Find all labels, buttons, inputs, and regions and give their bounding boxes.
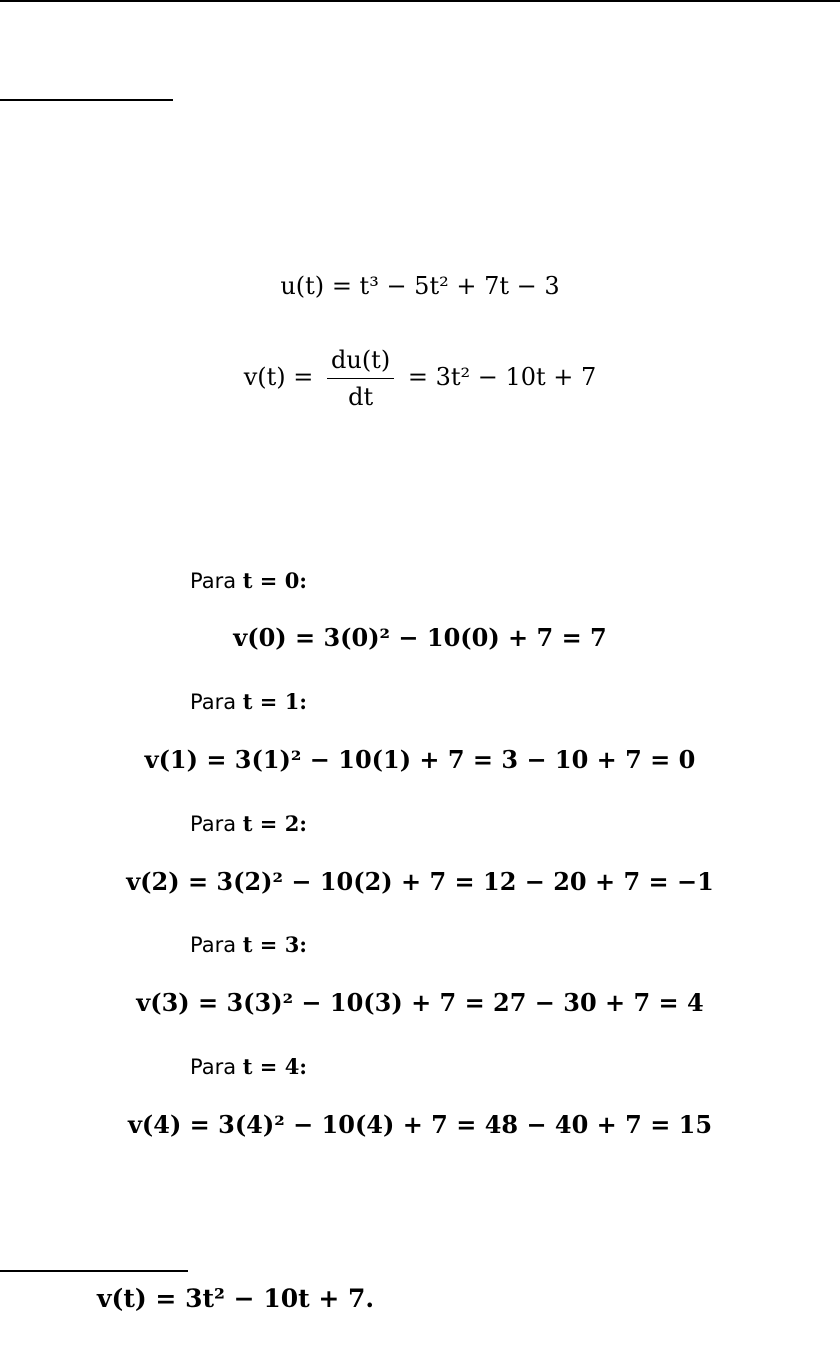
section-underline (0, 99, 173, 101)
case-label-4: Para t = 4: (190, 1054, 308, 1079)
final-result: v(t) = 3t² − 10t + 7. (97, 1284, 375, 1313)
top-rule (0, 0, 840, 2)
case-condition-4: t = 4: (242, 1054, 308, 1079)
v-equation-lhs: v(t) = (243, 363, 314, 391)
case-condition-1: t = 1: (242, 689, 308, 714)
case-equation-0: v(0) = 3(0)² − 10(0) + 7 = 7 (233, 623, 607, 652)
bottom-underline (0, 1270, 188, 1272)
case-label-3: Para t = 3: (190, 932, 308, 957)
fraction-numerator: du(t) (327, 346, 394, 379)
case-equation-1: v(1) = 3(1)² − 10(1) + 7 = 3 − 10 + 7 = 0 (144, 745, 696, 774)
case-equation-3: v(3) = 3(3)² − 10(3) + 7 = 27 − 30 + 7 = 4 (136, 988, 704, 1017)
v-derivative-equation (0, 346, 840, 411)
u-equation-rhs: = t³ − 5t² + 7t − 3 (331, 272, 560, 300)
case-label-1: Para t = 1: (190, 689, 308, 714)
case-condition-3: t = 3: (242, 932, 308, 957)
case-label-2: Para t = 2: (190, 811, 308, 836)
u-equation-lhs: u(t) (280, 272, 325, 300)
v-equation-rhs: = 3t² − 10t + 7 (407, 363, 597, 391)
derivative-fraction (327, 346, 394, 411)
case-condition-0: t = 0: (242, 568, 308, 593)
case-equation-2: v(2) = 3(2)² − 10(2) + 7 = 12 − 20 + 7 = −1 (126, 867, 714, 896)
fraction-denominator: dt (348, 383, 374, 411)
case-equation-4: v(4) = 3(4)² − 10(4) + 7 = 48 − 40 + 7 = 15 (127, 1110, 713, 1139)
u-equation (0, 272, 840, 300)
case-label-0: Para t = 0: (190, 568, 308, 593)
case-condition-2: t = 2: (242, 811, 308, 836)
